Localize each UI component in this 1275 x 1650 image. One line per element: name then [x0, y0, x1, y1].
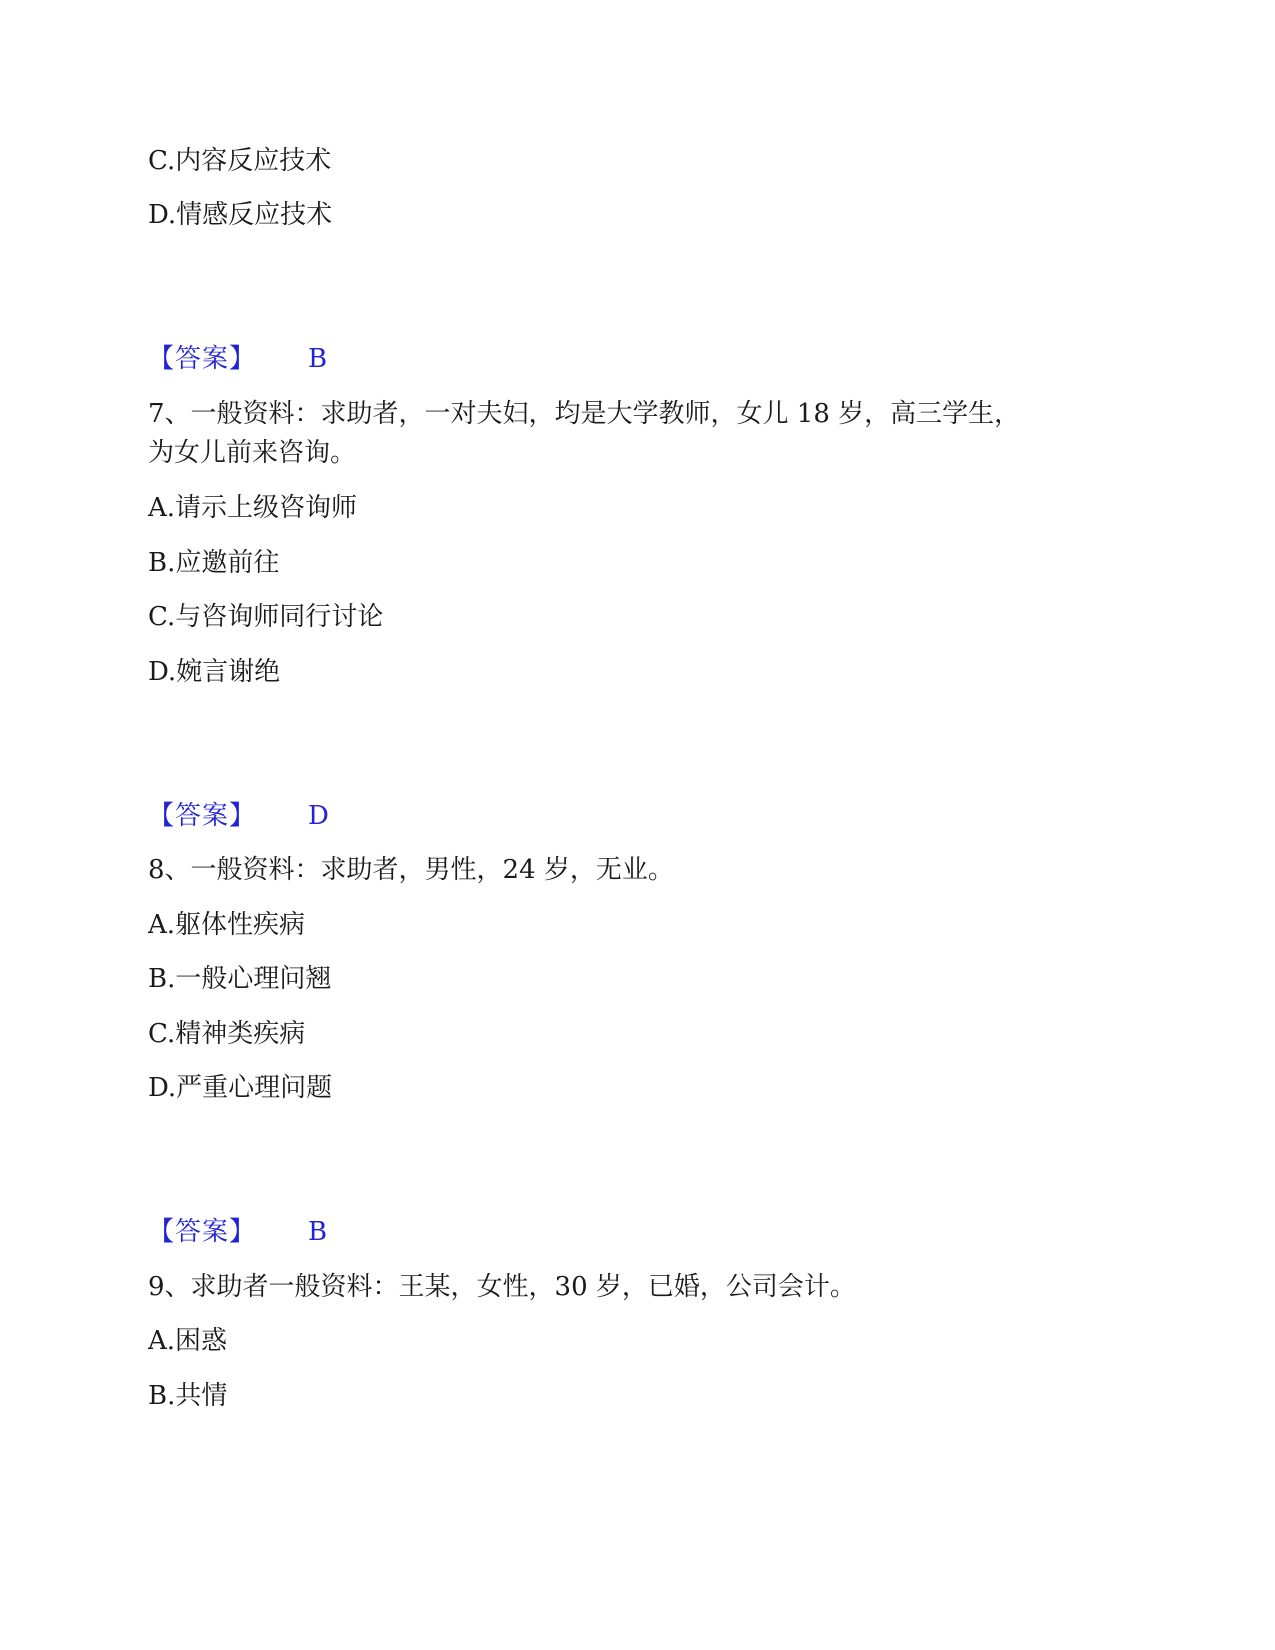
answer-label: 【答案】: [148, 1217, 257, 1247]
option-b-q9: B.共情: [148, 1381, 228, 1411]
option-d-q6: D.情感反应技术: [148, 200, 333, 230]
option-b-q8: B.一般心理问翘: [148, 964, 332, 994]
answer-value: B: [308, 1217, 328, 1247]
option-d-q7: D.婉言谢绝: [148, 657, 281, 687]
answer-label: 【答案】: [148, 344, 257, 374]
question-7-line-1: 7、一般资料：求助者，一对夫妇，均是大学教师，女儿 18 岁，高三学生，: [148, 399, 1021, 429]
answer-q6: [148, 339, 327, 379]
question-7-line-2: 为女儿前来咨询。: [148, 438, 357, 468]
answer-q8: [148, 1212, 327, 1252]
answer-value: D: [308, 801, 329, 831]
option-b-q7: B.应邀前往: [148, 548, 280, 578]
option-a-q9: A.困惑: [148, 1326, 228, 1356]
question-9-line-1: 9、求助者一般资料：王某，女性，30 岁，已婚，公司会计。: [148, 1272, 856, 1302]
answer-value: B: [308, 344, 328, 374]
option-c-q7: C.与咨询师同行讨论: [148, 602, 384, 632]
answer-q7: [148, 796, 329, 836]
option-d-q8: D.严重心理问题: [148, 1073, 333, 1103]
answer-label: 【答案】: [148, 801, 257, 831]
option-a-q7: A.请示上级咨询师: [148, 493, 358, 523]
option-c-q8: C.精神类疾病: [148, 1019, 306, 1049]
option-c-q6: C.内容反应技术: [148, 146, 332, 176]
question-8-line-1: 8、一般资料：求助者，男性，24 岁，无业。: [148, 855, 674, 885]
option-a-q8: A.躯体性疾病: [148, 910, 306, 940]
